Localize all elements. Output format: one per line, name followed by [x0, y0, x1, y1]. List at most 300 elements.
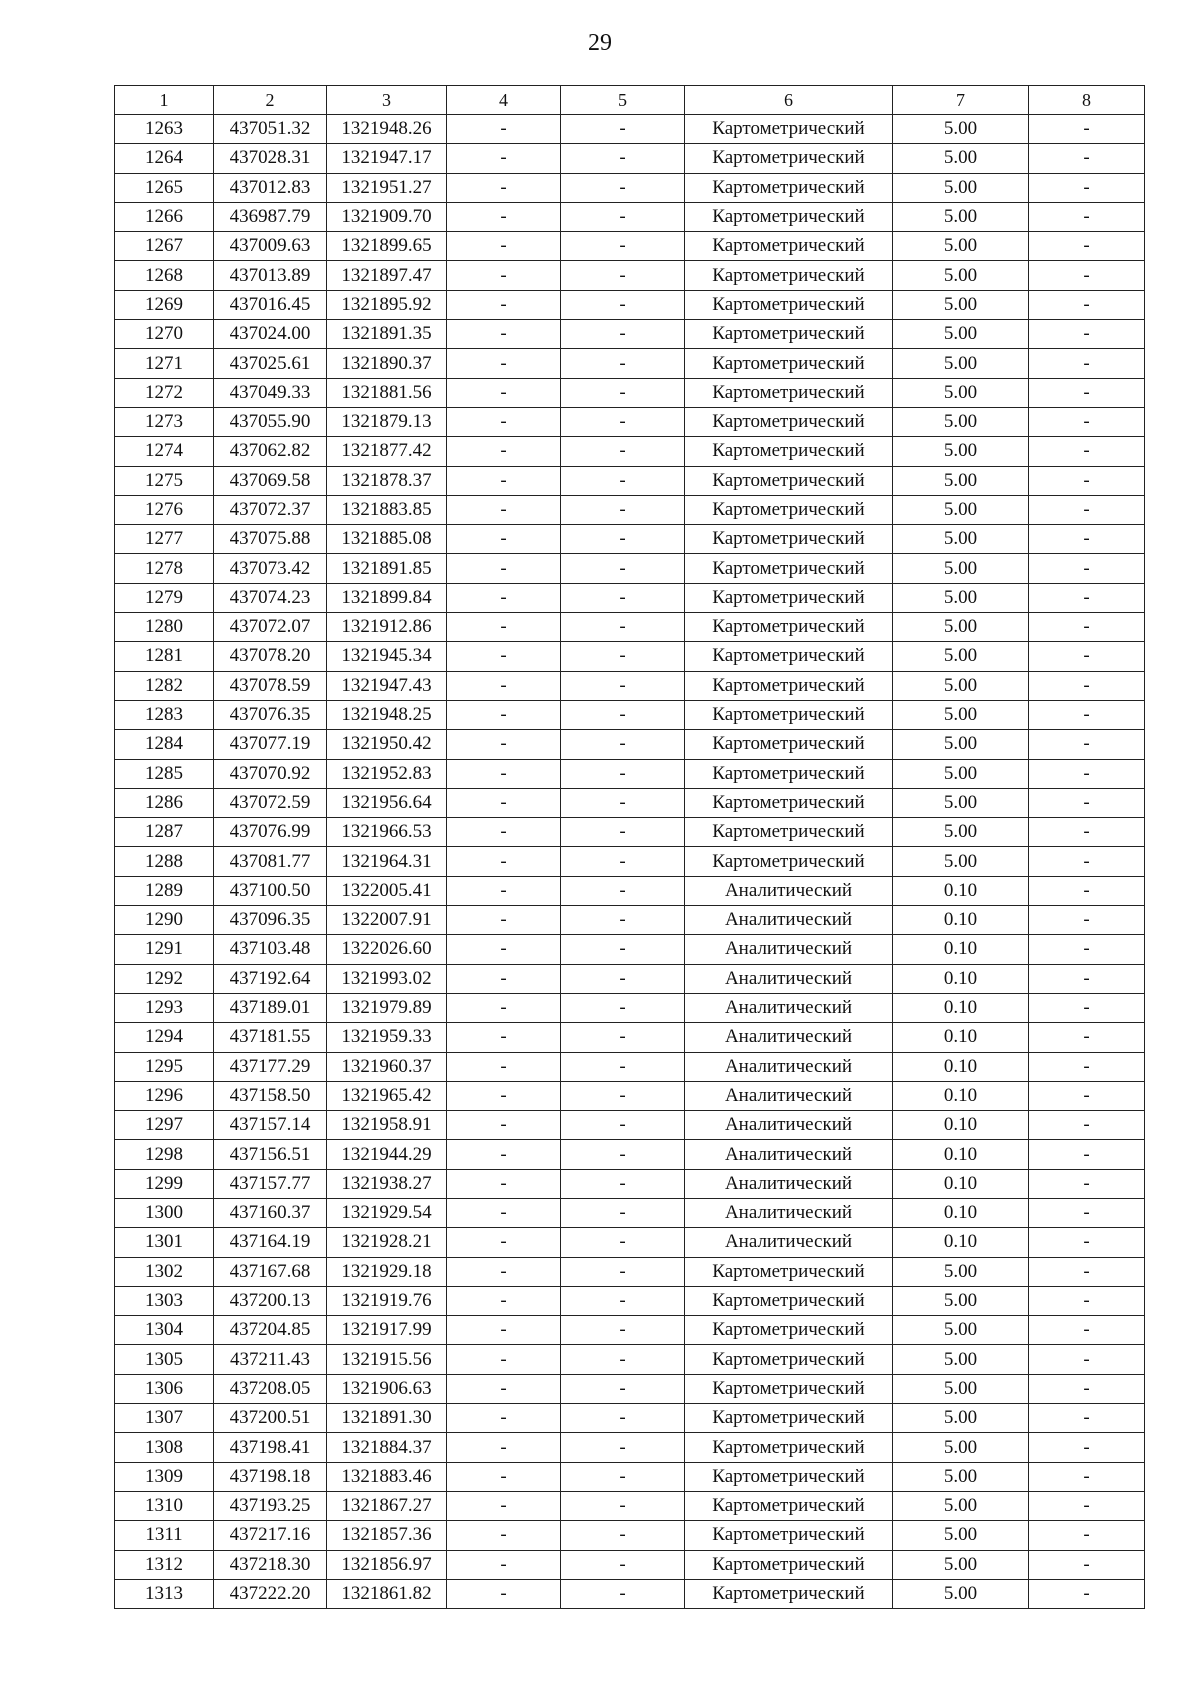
col-5-value-cell: -	[561, 232, 685, 261]
table-row	[115, 173, 1145, 202]
col-5-value-cell: -	[561, 964, 685, 993]
table-row	[115, 906, 1145, 935]
col-8-value-cell: -	[1029, 1521, 1145, 1550]
point-number-cell: 1275	[115, 466, 214, 495]
method-cell: Картометрический	[685, 290, 893, 319]
table-row	[115, 144, 1145, 173]
coord-y-cell: 1321938.27	[327, 1169, 447, 1198]
col-4-value-cell: -	[447, 1316, 561, 1345]
col-4-value-cell: -	[447, 730, 561, 759]
col-5-value-cell: -	[561, 613, 685, 642]
col-8-value-cell: -	[1029, 1052, 1145, 1081]
col-4-value-cell: -	[447, 759, 561, 788]
method-cell: Картометрический	[685, 202, 893, 231]
table-row	[115, 1257, 1145, 1286]
method-cell: Картометрический	[685, 554, 893, 583]
col-8-value-cell: -	[1029, 554, 1145, 583]
table-row	[115, 700, 1145, 729]
method-cell: Картометрический	[685, 788, 893, 817]
precision-cell: 5.00	[893, 320, 1029, 349]
coord-y-cell: 1321928.21	[327, 1228, 447, 1257]
method-cell: Картометрический	[685, 407, 893, 436]
point-number-cell: 1303	[115, 1286, 214, 1315]
method-cell: Картометрический	[685, 847, 893, 876]
method-cell: Картометрический	[685, 525, 893, 554]
col-5-value-cell: -	[561, 700, 685, 729]
method-cell: Аналитический	[685, 1140, 893, 1169]
coord-x-cell: 437078.59	[214, 671, 327, 700]
method-cell: Картометрический	[685, 261, 893, 290]
method-cell: Аналитический	[685, 1052, 893, 1081]
point-number-cell: 1284	[115, 730, 214, 759]
column-header-8: 8	[1029, 86, 1145, 115]
coord-x-cell: 437028.31	[214, 144, 327, 173]
col-4-value-cell: -	[447, 1404, 561, 1433]
col-4-value-cell: -	[447, 1374, 561, 1403]
point-number-cell: 1295	[115, 1052, 214, 1081]
precision-cell: 5.00	[893, 466, 1029, 495]
point-number-cell: 1311	[115, 1521, 214, 1550]
col-8-value-cell: -	[1029, 730, 1145, 759]
coord-y-cell: 1321979.89	[327, 993, 447, 1022]
col-5-value-cell: -	[561, 1316, 685, 1345]
precision-cell: 5.00	[893, 1316, 1029, 1345]
coord-y-cell: 1321947.43	[327, 671, 447, 700]
col-5-value-cell: -	[561, 407, 685, 436]
table-row	[115, 261, 1145, 290]
coord-x-cell: 437158.50	[214, 1081, 327, 1110]
point-number-cell: 1282	[115, 671, 214, 700]
point-number-cell: 1263	[115, 115, 214, 144]
col-5-value-cell: -	[561, 1198, 685, 1227]
method-cell: Картометрический	[685, 437, 893, 466]
method-cell: Картометрический	[685, 173, 893, 202]
table-row	[115, 993, 1145, 1022]
precision-cell: 5.00	[893, 232, 1029, 261]
col-5-value-cell: -	[561, 261, 685, 290]
method-cell: Картометрический	[685, 466, 893, 495]
coord-y-cell: 1321929.18	[327, 1257, 447, 1286]
coord-x-cell: 437100.50	[214, 876, 327, 905]
table-row	[115, 232, 1145, 261]
method-cell: Аналитический	[685, 906, 893, 935]
precision-cell: 0.10	[893, 935, 1029, 964]
point-number-cell: 1312	[115, 1550, 214, 1579]
col-5-value-cell: -	[561, 906, 685, 935]
method-cell: Аналитический	[685, 964, 893, 993]
precision-cell: 0.10	[893, 1198, 1029, 1227]
col-5-value-cell: -	[561, 495, 685, 524]
column-header-5: 5	[561, 86, 685, 115]
col-8-value-cell: -	[1029, 1081, 1145, 1110]
point-number-cell: 1294	[115, 1023, 214, 1052]
column-header-6: 6	[685, 86, 893, 115]
col-8-value-cell: -	[1029, 349, 1145, 378]
coord-x-cell: 437072.59	[214, 788, 327, 817]
col-4-value-cell: -	[447, 320, 561, 349]
col-4-value-cell: -	[447, 1579, 561, 1608]
point-number-cell: 1278	[115, 554, 214, 583]
method-cell: Картометрический	[685, 1316, 893, 1345]
col-8-value-cell: -	[1029, 964, 1145, 993]
table-row	[115, 759, 1145, 788]
point-number-cell: 1274	[115, 437, 214, 466]
col-8-value-cell: -	[1029, 1491, 1145, 1520]
col-4-value-cell: -	[447, 906, 561, 935]
coord-y-cell: 1321877.42	[327, 437, 447, 466]
col-4-value-cell: -	[447, 1081, 561, 1110]
coord-y-cell: 1321857.36	[327, 1521, 447, 1550]
table-row	[115, 437, 1145, 466]
coord-x-cell: 437198.18	[214, 1462, 327, 1491]
table-row	[115, 1081, 1145, 1110]
coord-x-cell: 437076.35	[214, 700, 327, 729]
col-8-value-cell: -	[1029, 232, 1145, 261]
coord-y-cell: 1321867.27	[327, 1491, 447, 1520]
coord-x-cell: 437181.55	[214, 1023, 327, 1052]
point-number-cell: 1264	[115, 144, 214, 173]
point-number-cell: 1293	[115, 993, 214, 1022]
table-row	[115, 1521, 1145, 1550]
coord-x-cell: 437177.29	[214, 1052, 327, 1081]
coord-x-cell: 437217.16	[214, 1521, 327, 1550]
point-number-cell: 1270	[115, 320, 214, 349]
col-8-value-cell: -	[1029, 1228, 1145, 1257]
table-header-row	[115, 86, 1145, 115]
coord-y-cell: 1321890.37	[327, 349, 447, 378]
table-row	[115, 1345, 1145, 1374]
table-row	[115, 320, 1145, 349]
point-number-cell: 1277	[115, 525, 214, 554]
col-5-value-cell: -	[561, 935, 685, 964]
coord-y-cell: 1321945.34	[327, 642, 447, 671]
col-8-value-cell: -	[1029, 1550, 1145, 1579]
coord-y-cell: 1321958.91	[327, 1111, 447, 1140]
method-cell: Картометрический	[685, 671, 893, 700]
col-4-value-cell: -	[447, 115, 561, 144]
col-4-value-cell: -	[447, 495, 561, 524]
table-row	[115, 1228, 1145, 1257]
coord-x-cell: 437211.43	[214, 1345, 327, 1374]
coord-y-cell: 1321906.63	[327, 1374, 447, 1403]
coord-x-cell: 437074.23	[214, 583, 327, 612]
col-4-value-cell: -	[447, 700, 561, 729]
col-5-value-cell: -	[561, 1550, 685, 1579]
col-4-value-cell: -	[447, 525, 561, 554]
coord-y-cell: 1321897.47	[327, 261, 447, 290]
point-number-cell: 1285	[115, 759, 214, 788]
col-5-value-cell: -	[561, 1228, 685, 1257]
coord-x-cell: 437193.25	[214, 1491, 327, 1520]
precision-cell: 0.10	[893, 906, 1029, 935]
coord-y-cell: 1321966.53	[327, 818, 447, 847]
precision-cell: 0.10	[893, 1228, 1029, 1257]
point-number-cell: 1296	[115, 1081, 214, 1110]
col-8-value-cell: -	[1029, 906, 1145, 935]
col-8-value-cell: -	[1029, 1316, 1145, 1345]
table-row	[115, 202, 1145, 231]
col-8-value-cell: -	[1029, 144, 1145, 173]
coord-x-cell: 437189.01	[214, 993, 327, 1022]
col-8-value-cell: -	[1029, 993, 1145, 1022]
table-row	[115, 1169, 1145, 1198]
coord-y-cell: 1321965.42	[327, 1081, 447, 1110]
table-row	[115, 1433, 1145, 1462]
col-4-value-cell: -	[447, 1550, 561, 1579]
coord-y-cell: 1321951.27	[327, 173, 447, 202]
col-4-value-cell: -	[447, 202, 561, 231]
coord-y-cell: 1321899.84	[327, 583, 447, 612]
precision-cell: 5.00	[893, 788, 1029, 817]
col-8-value-cell: -	[1029, 1579, 1145, 1608]
col-8-value-cell: -	[1029, 407, 1145, 436]
coord-x-cell: 437157.14	[214, 1111, 327, 1140]
table-row	[115, 525, 1145, 554]
col-5-value-cell: -	[561, 349, 685, 378]
col-8-value-cell: -	[1029, 818, 1145, 847]
point-number-cell: 1281	[115, 642, 214, 671]
col-4-value-cell: -	[447, 1521, 561, 1550]
coord-y-cell: 1321919.76	[327, 1286, 447, 1315]
col-4-value-cell: -	[447, 378, 561, 407]
coord-x-cell: 437164.19	[214, 1228, 327, 1257]
method-cell: Картометрический	[685, 144, 893, 173]
column-header-7: 7	[893, 86, 1029, 115]
point-number-cell: 1304	[115, 1316, 214, 1345]
col-8-value-cell: -	[1029, 1374, 1145, 1403]
method-cell: Аналитический	[685, 1111, 893, 1140]
method-cell: Картометрический	[685, 818, 893, 847]
col-8-value-cell: -	[1029, 642, 1145, 671]
col-4-value-cell: -	[447, 173, 561, 202]
point-number-cell: 1286	[115, 788, 214, 817]
coord-y-cell: 1321915.56	[327, 1345, 447, 1374]
col-4-value-cell: -	[447, 261, 561, 290]
col-4-value-cell: -	[447, 232, 561, 261]
precision-cell: 5.00	[893, 1579, 1029, 1608]
coord-x-cell: 437200.13	[214, 1286, 327, 1315]
precision-cell: 0.10	[893, 993, 1029, 1022]
col-5-value-cell: -	[561, 1433, 685, 1462]
precision-cell: 5.00	[893, 759, 1029, 788]
table-row	[115, 964, 1145, 993]
col-5-value-cell: -	[561, 1257, 685, 1286]
precision-cell: 5.00	[893, 847, 1029, 876]
coord-x-cell: 437055.90	[214, 407, 327, 436]
precision-cell: 0.10	[893, 1081, 1029, 1110]
col-4-value-cell: -	[447, 1111, 561, 1140]
col-8-value-cell: -	[1029, 876, 1145, 905]
col-4-value-cell: -	[447, 290, 561, 319]
table-row	[115, 1462, 1145, 1491]
precision-cell: 5.00	[893, 261, 1029, 290]
point-number-cell: 1268	[115, 261, 214, 290]
precision-cell: 5.00	[893, 818, 1029, 847]
point-number-cell: 1307	[115, 1404, 214, 1433]
precision-cell: 0.10	[893, 964, 1029, 993]
col-5-value-cell: -	[561, 847, 685, 876]
col-5-value-cell: -	[561, 583, 685, 612]
coord-y-cell: 1321878.37	[327, 466, 447, 495]
precision-cell: 5.00	[893, 173, 1029, 202]
col-4-value-cell: -	[447, 1286, 561, 1315]
precision-cell: 5.00	[893, 437, 1029, 466]
coord-x-cell: 437167.68	[214, 1257, 327, 1286]
method-cell: Картометрический	[685, 1286, 893, 1315]
column-header-1: 1	[115, 86, 214, 115]
precision-cell: 5.00	[893, 115, 1029, 144]
column-header-4: 4	[447, 86, 561, 115]
precision-cell: 5.00	[893, 671, 1029, 700]
coord-y-cell: 1321947.17	[327, 144, 447, 173]
col-8-value-cell: -	[1029, 525, 1145, 554]
method-cell: Картометрический	[685, 613, 893, 642]
col-4-value-cell: -	[447, 554, 561, 583]
col-5-value-cell: -	[561, 1111, 685, 1140]
point-number-cell: 1308	[115, 1433, 214, 1462]
coord-y-cell: 1321917.99	[327, 1316, 447, 1345]
col-5-value-cell: -	[561, 671, 685, 700]
table-row	[115, 642, 1145, 671]
coord-y-cell: 1321959.33	[327, 1023, 447, 1052]
coord-y-cell: 1321899.65	[327, 232, 447, 261]
table-row	[115, 1374, 1145, 1403]
col-8-value-cell: -	[1029, 847, 1145, 876]
col-4-value-cell: -	[447, 466, 561, 495]
method-cell: Картометрический	[685, 1374, 893, 1403]
col-4-value-cell: -	[447, 1052, 561, 1081]
page-number: 29	[588, 30, 612, 56]
col-8-value-cell: -	[1029, 173, 1145, 202]
precision-cell: 5.00	[893, 495, 1029, 524]
col-8-value-cell: -	[1029, 1286, 1145, 1315]
table-row	[115, 1550, 1145, 1579]
table-row	[115, 554, 1145, 583]
col-8-value-cell: -	[1029, 583, 1145, 612]
col-8-value-cell: -	[1029, 700, 1145, 729]
coord-x-cell: 437016.45	[214, 290, 327, 319]
col-5-value-cell: -	[561, 1521, 685, 1550]
coord-y-cell: 1321960.37	[327, 1052, 447, 1081]
col-4-value-cell: -	[447, 1433, 561, 1462]
col-8-value-cell: -	[1029, 1345, 1145, 1374]
precision-cell: 5.00	[893, 525, 1029, 554]
coord-y-cell: 1321956.64	[327, 788, 447, 817]
col-5-value-cell: -	[561, 554, 685, 583]
coord-x-cell: 437200.51	[214, 1404, 327, 1433]
col-4-value-cell: -	[447, 437, 561, 466]
col-4-value-cell: -	[447, 583, 561, 612]
coord-y-cell: 1321948.25	[327, 700, 447, 729]
precision-cell: 5.00	[893, 1345, 1029, 1374]
coord-x-cell: 437009.63	[214, 232, 327, 261]
col-8-value-cell: -	[1029, 788, 1145, 817]
coord-y-cell: 1321891.30	[327, 1404, 447, 1433]
method-cell: Картометрический	[685, 642, 893, 671]
coord-y-cell: 1321964.31	[327, 847, 447, 876]
col-5-value-cell: -	[561, 1462, 685, 1491]
col-8-value-cell: -	[1029, 1404, 1145, 1433]
table-row	[115, 671, 1145, 700]
col-5-value-cell: -	[561, 1579, 685, 1608]
coord-y-cell: 1321885.08	[327, 525, 447, 554]
coord-y-cell: 1321909.70	[327, 202, 447, 231]
col-8-value-cell: -	[1029, 1462, 1145, 1491]
col-4-value-cell: -	[447, 1491, 561, 1520]
point-number-cell: 1306	[115, 1374, 214, 1403]
table-row	[115, 1579, 1145, 1608]
col-8-value-cell: -	[1029, 320, 1145, 349]
point-number-cell: 1310	[115, 1491, 214, 1520]
coord-x-cell: 437077.19	[214, 730, 327, 759]
col-8-value-cell: -	[1029, 1257, 1145, 1286]
precision-cell: 0.10	[893, 876, 1029, 905]
coord-x-cell: 437069.58	[214, 466, 327, 495]
col-5-value-cell: -	[561, 1052, 685, 1081]
col-5-value-cell: -	[561, 876, 685, 905]
method-cell: Картометрический	[685, 1521, 893, 1550]
col-4-value-cell: -	[447, 1140, 561, 1169]
coord-y-cell: 1321952.83	[327, 759, 447, 788]
precision-cell: 5.00	[893, 349, 1029, 378]
coord-x-cell: 437096.35	[214, 906, 327, 935]
point-number-cell: 1288	[115, 847, 214, 876]
point-number-cell: 1273	[115, 407, 214, 436]
col-8-value-cell: -	[1029, 759, 1145, 788]
method-cell: Картометрический	[685, 700, 893, 729]
col-8-value-cell: -	[1029, 261, 1145, 290]
precision-cell: 0.10	[893, 1140, 1029, 1169]
method-cell: Картометрический	[685, 320, 893, 349]
col-5-value-cell: -	[561, 1140, 685, 1169]
col-4-value-cell: -	[447, 642, 561, 671]
col-4-value-cell: -	[447, 935, 561, 964]
table-row	[115, 115, 1145, 144]
col-5-value-cell: -	[561, 993, 685, 1022]
precision-cell: 5.00	[893, 1462, 1029, 1491]
table-row	[115, 935, 1145, 964]
table-row	[115, 1140, 1145, 1169]
table-row	[115, 788, 1145, 817]
coord-x-cell: 437160.37	[214, 1198, 327, 1227]
coord-y-cell: 1321881.56	[327, 378, 447, 407]
method-cell: Аналитический	[685, 1081, 893, 1110]
col-5-value-cell: -	[561, 642, 685, 671]
precision-cell: 5.00	[893, 1286, 1029, 1315]
col-4-value-cell: -	[447, 1228, 561, 1257]
coord-x-cell: 437013.89	[214, 261, 327, 290]
precision-cell: 5.00	[893, 613, 1029, 642]
method-cell: Аналитический	[685, 935, 893, 964]
table-row	[115, 1316, 1145, 1345]
coord-x-cell: 437198.41	[214, 1433, 327, 1462]
precision-cell: 5.00	[893, 1433, 1029, 1462]
coord-x-cell: 437081.77	[214, 847, 327, 876]
col-8-value-cell: -	[1029, 671, 1145, 700]
coord-x-cell: 437062.82	[214, 437, 327, 466]
point-number-cell: 1266	[115, 202, 214, 231]
coord-y-cell: 1321891.35	[327, 320, 447, 349]
point-number-cell: 1305	[115, 1345, 214, 1374]
method-cell: Аналитический	[685, 993, 893, 1022]
col-4-value-cell: -	[447, 1345, 561, 1374]
coord-y-cell: 1321856.97	[327, 1550, 447, 1579]
table-row	[115, 1052, 1145, 1081]
point-number-cell: 1271	[115, 349, 214, 378]
coord-x-cell: 437157.77	[214, 1169, 327, 1198]
coord-x-cell: 437075.88	[214, 525, 327, 554]
col-8-value-cell: -	[1029, 1023, 1145, 1052]
